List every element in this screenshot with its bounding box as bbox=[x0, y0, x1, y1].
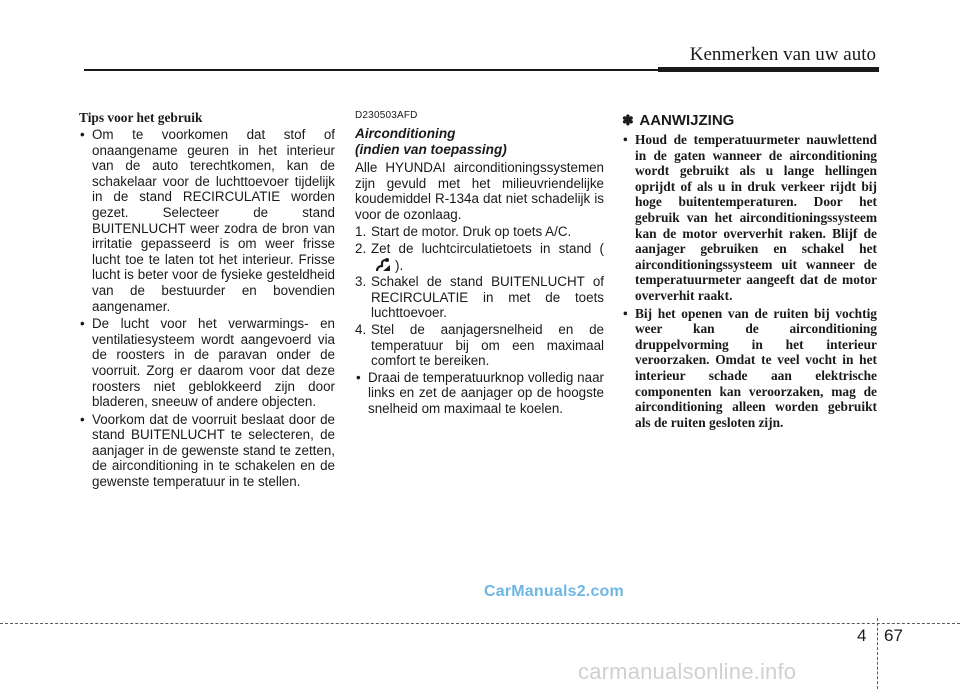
note-star-icon: ✽ bbox=[622, 112, 634, 128]
page-number: 67 bbox=[884, 626, 903, 645]
footer-rule bbox=[0, 623, 960, 624]
header-rule-accent bbox=[658, 67, 879, 72]
chapter-number: 4 bbox=[857, 626, 867, 645]
list-item: • Om te voorkomen dat stof of onaangename geuren in het interieur van de auto terechtkomen, kan de schakelaar voor de luchttoevoer tijdelijk in de stand RECIRCULATIE worden gezet. Selecteer de stand BUITENLUCHT weer zodra de bron van irritatie gepasseerd is om weer frisse lucht toe te laten tot het interieur. Frisse lucht is beter voor de fysieke gesteldheid van de bestuurder en bovendien aangenamer. bbox=[80, 127, 335, 314]
footer-divider bbox=[877, 618, 878, 689]
air-circulation-icon bbox=[374, 257, 392, 273]
note-list bbox=[622, 132, 877, 430]
list-item: 4. Stel de aanjagersnelheid en de temperatuur bij om een maximaal comfort te bereiken. bbox=[355, 321, 604, 369]
site-watermark[interactable]: CarManuals2.com bbox=[484, 583, 624, 600]
tips-list bbox=[79, 127, 335, 490]
list-item: • De lucht voor het verwarmings- en ventilatiesysteem wordt aangevoerd via de roosters in de paravan onder de voorruit. Zorg er daarom voor dat deze roosters niet geblokkeerd zijn door bladeren, sneeuw of andere objecten. bbox=[80, 316, 335, 410]
cooling-tip-list bbox=[355, 370, 604, 417]
section-subtitle: (indien van toepassing) bbox=[355, 142, 507, 157]
bullet-icon: • bbox=[623, 132, 628, 147]
list-item: • Bij het openen van de ruiten bij vochtig weer kan de airconditioning druppelvorming in het interieur veroorzaken. Omdat te veel vocht in het interieur schade aan elektrische componenten kan veroorzaken, mag de airconditioning alleen worden gebruikt als de ruiten gesloten zijn. bbox=[623, 305, 877, 430]
section-code: D230503AFD bbox=[355, 110, 418, 121]
column-tips bbox=[79, 110, 335, 492]
column-note bbox=[622, 110, 877, 432]
running-header: Kenmerken van uw auto bbox=[689, 44, 876, 65]
list-item: 2. Zet de luchtcirculatietoets in stand (). bbox=[355, 240, 604, 273]
tips-heading: Tips voor het gebruik bbox=[79, 110, 203, 125]
bullet-icon: • bbox=[356, 369, 361, 385]
bottom-watermark: carmanualsonline.info bbox=[578, 659, 797, 684]
note-heading: ✽ AANWIJZING bbox=[622, 112, 735, 129]
list-item: • Voorkom dat de voorruit beslaat door de stand BUITENLUCHT te selecteren, de aanjager in de gewenste stand te zetten, de airconditioning in te schakelen en de gewenste temperatuur in te stellen. bbox=[80, 411, 335, 490]
list-item: 1. Start de motor. Druk op toets A/C. bbox=[355, 224, 572, 240]
bullet-icon: • bbox=[80, 316, 85, 332]
list-item: • Draai de temperatuurknop volledig naar links en zet de aanjager op de hoogste snelheid om maximaal te koelen. bbox=[356, 369, 604, 416]
list-item: 3. Schakel de stand BUITENLUCHT of RECIRCULATIE in met de toets luchttoevoer. bbox=[355, 274, 604, 321]
bullet-icon: • bbox=[80, 411, 85, 427]
bullet-icon: • bbox=[80, 127, 85, 142]
bullet-icon: • bbox=[623, 305, 628, 321]
section-title: Airconditioning bbox=[355, 126, 456, 141]
steps-list bbox=[355, 224, 604, 368]
list-item: • Houd de temperatuurmeter nauwlettend in de gaten wanneer de airconditioning wordt gebruikt als u lange hellingen oprijdt of als u in druk verkeer rijdt bij hoge buitentemperaturen. Door het gebruik van het airconditioningssysteem kan de motor oververhit raken. Blijf de aanjager gebruiken en schakel het airconditioningssysteem uit wanneer de temperatuurmeter aangeeft dat de motor oververhit raakt. bbox=[623, 132, 877, 303]
section-intro: Alle HYUNDAI airconditioningssystemen zijn gevuld met het milieuvriendelijke koudemiddel R-134a dat niet schadelijk is voor de ozonlaag. bbox=[355, 160, 604, 222]
column-airconditioning bbox=[355, 110, 604, 419]
